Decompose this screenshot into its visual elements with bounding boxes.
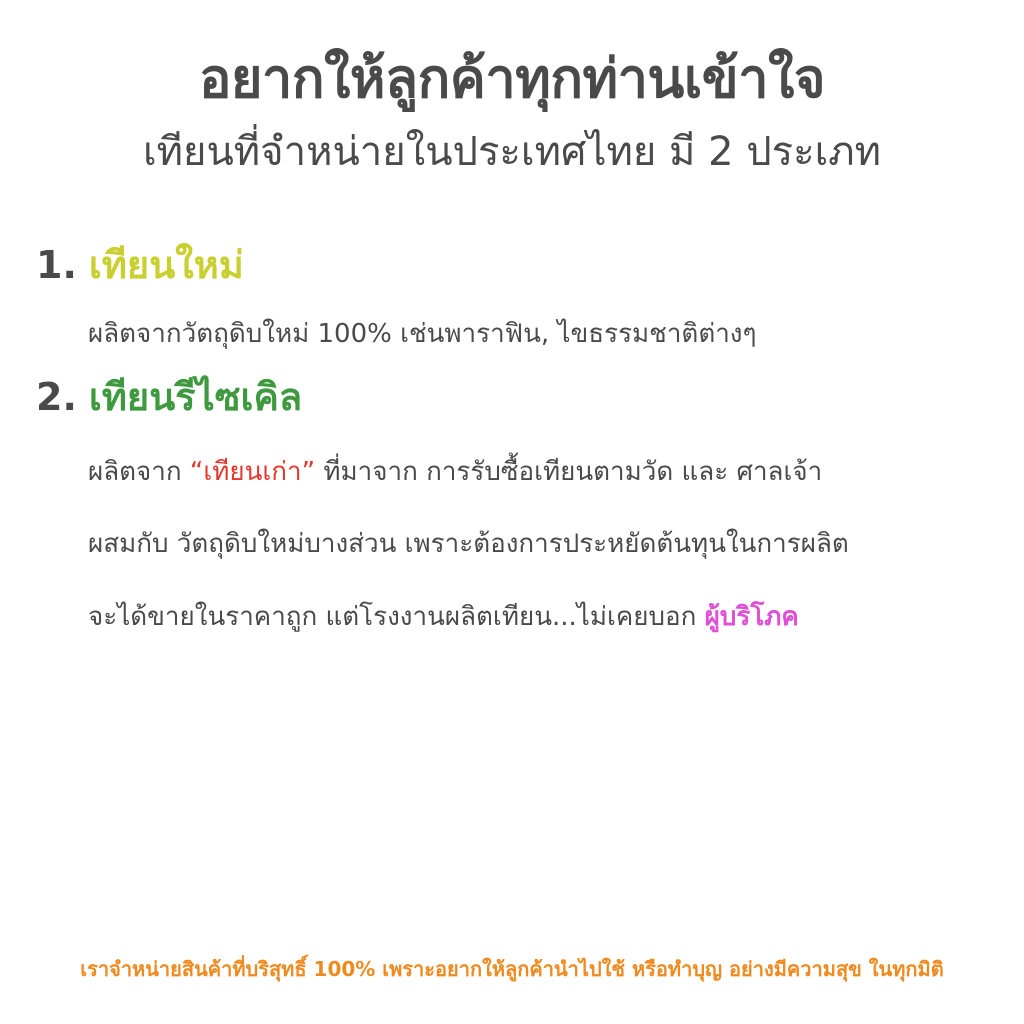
paragraph: ผลิตจากวัตถุดิบใหม่ 100% เช่นพาราฟิน, ไขธรรมชาติต่างๆ	[88, 318, 757, 349]
section-body	[36, 318, 994, 351]
section-title: เทียนรีไซเคิล	[88, 375, 303, 420]
section-heading	[36, 374, 994, 422]
page-subtitle: เทียนที่จำหน่ายในประเทศไทย มี 2 ประเภท	[142, 129, 881, 176]
section-heading	[36, 242, 994, 290]
paragraph: ผสมกับ วัตถุดิบใหม่บางส่วน เพราะต้องการประหยัดต้นทุนในการผลิต	[88, 529, 849, 560]
poster-header	[0, 0, 1024, 176]
footer-note: เราจำหน่ายสินค้าที่บริสุทธิ์ 100% เพราะอยากให้ลูกค้านำไปใช้ หรือทำบุญ อย่างมีความสุข ในทุกมิติ	[80, 957, 944, 981]
paragraph	[88, 456, 994, 489]
poster-content	[0, 242, 1024, 633]
paragraph	[88, 601, 994, 634]
section-recycled-candle	[36, 374, 994, 633]
paragraph-text-before: จะได้ขายในราคาถูก แต่โรงงานผลิตเทียน...ไม่เคยบอก	[88, 601, 705, 632]
section-number: 2.	[36, 375, 77, 420]
page-title: อยากให้ลูกค้าทุกท่านเข้าใจ	[198, 47, 826, 110]
section-new-candle	[36, 242, 994, 350]
paragraph-text-before: ผลิตจาก	[88, 456, 190, 487]
highlight-old-candle: “เทียนเก่า”	[189, 456, 316, 487]
section-body	[36, 456, 994, 634]
section-number: 1.	[36, 243, 77, 288]
section-title: เทียนใหม่	[88, 243, 244, 288]
highlight-consumer: ผู้บริโภค	[704, 601, 799, 632]
paragraph-text-after: ที่มาจาก การรับซื้อเทียนตามวัด และ ศาลเจ้า	[315, 456, 823, 487]
